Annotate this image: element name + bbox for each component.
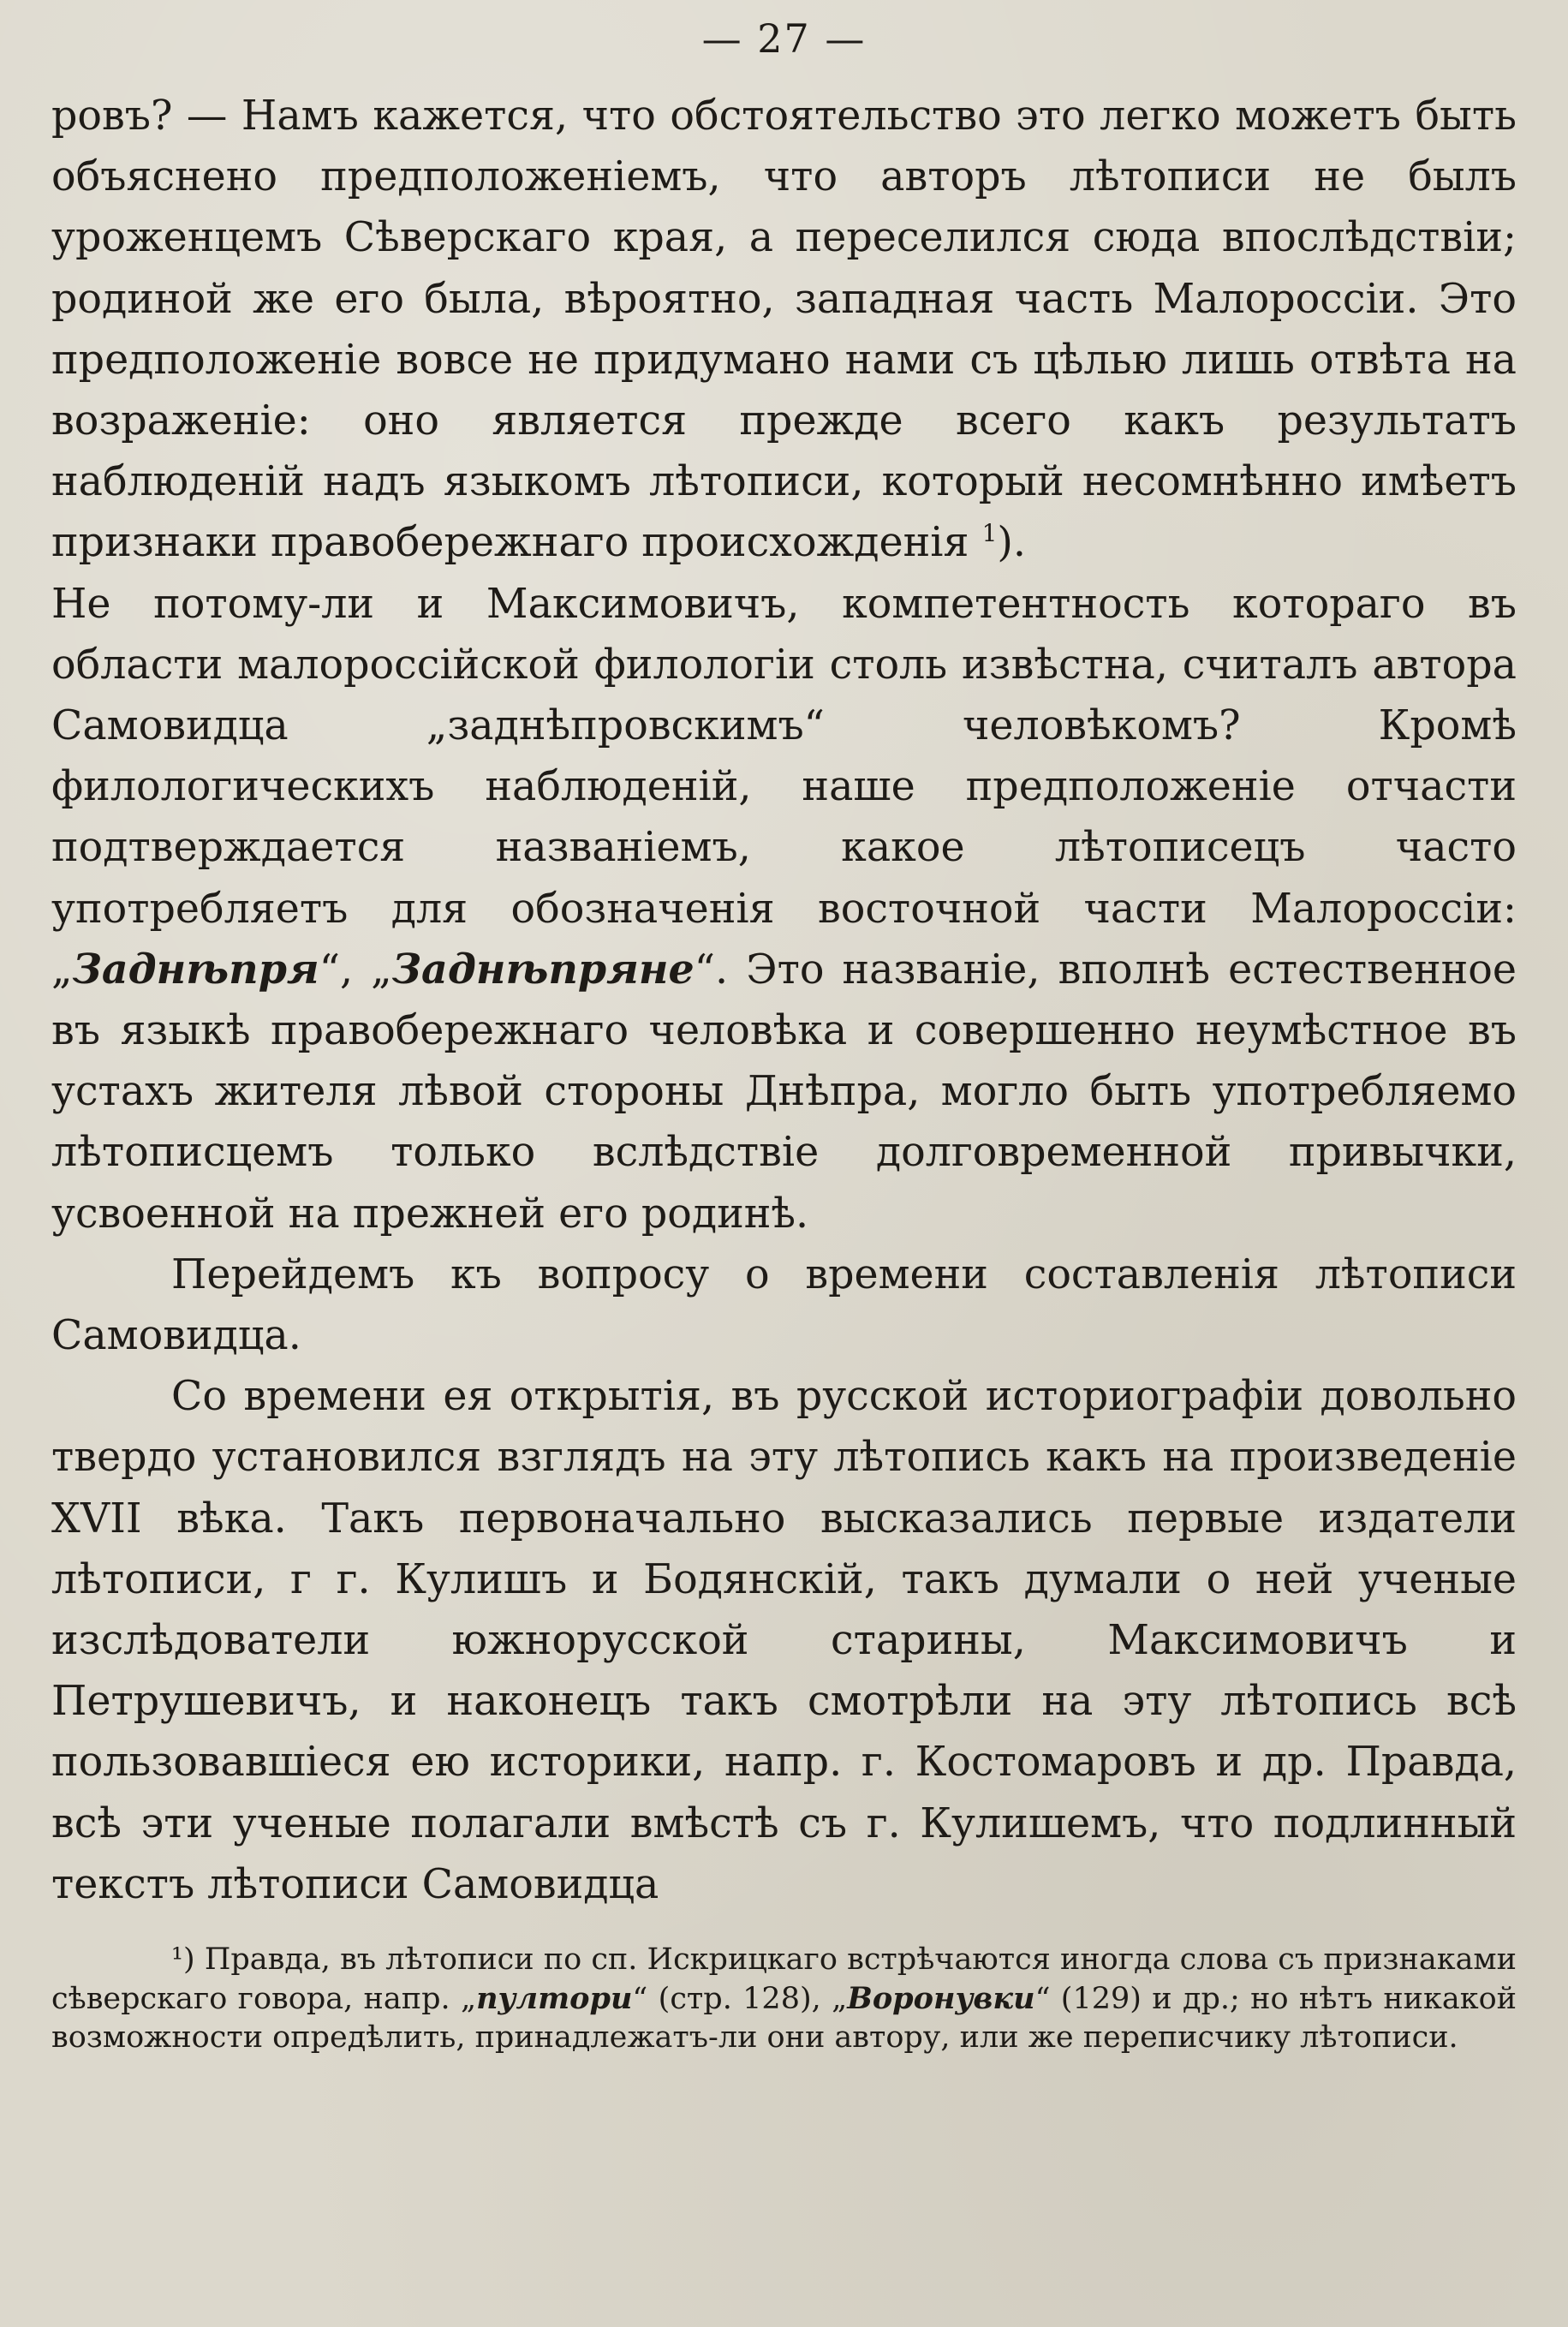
footnote-reference: 1 (981, 519, 998, 548)
main-text (51, 86, 1517, 1915)
paragraph-2-mid: “, „ (319, 946, 392, 993)
footnote-italic-pultori: пултори (476, 1981, 633, 2017)
footnote-text-1: Правда, въ лѣтописи по сп. Искрицкаго встрѣчаются иногда слова съ признаками сѣверскаго говора, напр. „ (51, 1942, 1517, 2017)
footnote (51, 1941, 1517, 2057)
paragraph-1-end: ). (997, 519, 1027, 567)
paragraph-2-end: “. Это названіе, вполнѣ естественное въ языкѣ правобережнаго человѣка и совершенно неумѣстное въ устахъ жителя лѣвой стороны Днѣпра, могло быть употребляемо лѣтописцемъ только вслѣдствіе долговременной привычки, усвоенной на прежней его родинѣ. (51, 946, 1517, 1238)
paragraph-4: Со времени ея открытія, въ русской историографіи довольно твердо установился взглядъ на эту лѣтопись какъ на произведеніе XVII вѣка. Такъ первоначально высказались первые издатели лѣтописи, г г. Кулишъ и Бодянскій, такъ думали о ней ученые изслѣдователи южнорусской старины, Максимовичъ и Петрушевичъ, и наконецъ такъ смотрѣли на эту лѣтопись всѣ пользовавшіеся ею историки, напр. г. Костомаровъ и др. Правда, всѣ эти ученые полагали вмѣстѣ съ г. Кулишемъ, что подлинный текстъ лѣтописи Самовидца (51, 1373, 1517, 1908)
italic-term-zadnepriane: Заднѣпряне (391, 945, 695, 993)
paragraph-3: Перейдемъ къ вопросу о времени составленія лѣтописи Самовидца. (51, 1250, 1517, 1360)
paragraph-2-text: Не потому-ли и Максимовичъ, компетентность котораго въ области малороссійской филологіи столь извѣстна, считалъ автора Самовидца „заднѣпровскимъ“ человѣкомъ? Кромѣ филологическихъ наблюденій, наше предположеніе отчасти подтверждается названіемъ, какое лѣтописецъ часто употребляетъ для обозначенія восточной части Малороссіи: „ (51, 580, 1517, 993)
footnote-text-3: “ (129) и др.; но нѣтъ никакой возможности опредѣлить, принадлежатъ-ли они автору, или же переписчику лѣтописи. (51, 1982, 1517, 2056)
footnote-italic-voronuvki: Воронувки (847, 1981, 1035, 2017)
paragraph-1-text: ровъ? — Намъ кажется, что обстоятельство это легко можетъ быть объяснено предположеніемъ, что авторъ лѣтописи не былъ уроженцемъ Сѣверскаго края, а переселился сюда впослѣдствіи; родиной же его была, вѣроятно, западная часть Малороссіи. Это предположеніе вовсе не придумано нами съ цѣлью лишь отвѣта на возраженіе: оно является прежде всего какъ результатъ наблюденій надъ языкомъ лѣтописи, который несомнѣнно имѣетъ признаки правобережнаго происхожденія (51, 92, 1517, 567)
italic-term-zadnepria: Заднѣпря (72, 945, 319, 993)
footnote-text-2: “ (стр. 128), „ (632, 1982, 848, 2017)
paragraph-2 (51, 574, 1517, 1244)
paragraph-1 (51, 86, 1517, 574)
page-number: — 27 — (701, 15, 867, 62)
footnote-mark: ¹) (171, 1942, 195, 1978)
